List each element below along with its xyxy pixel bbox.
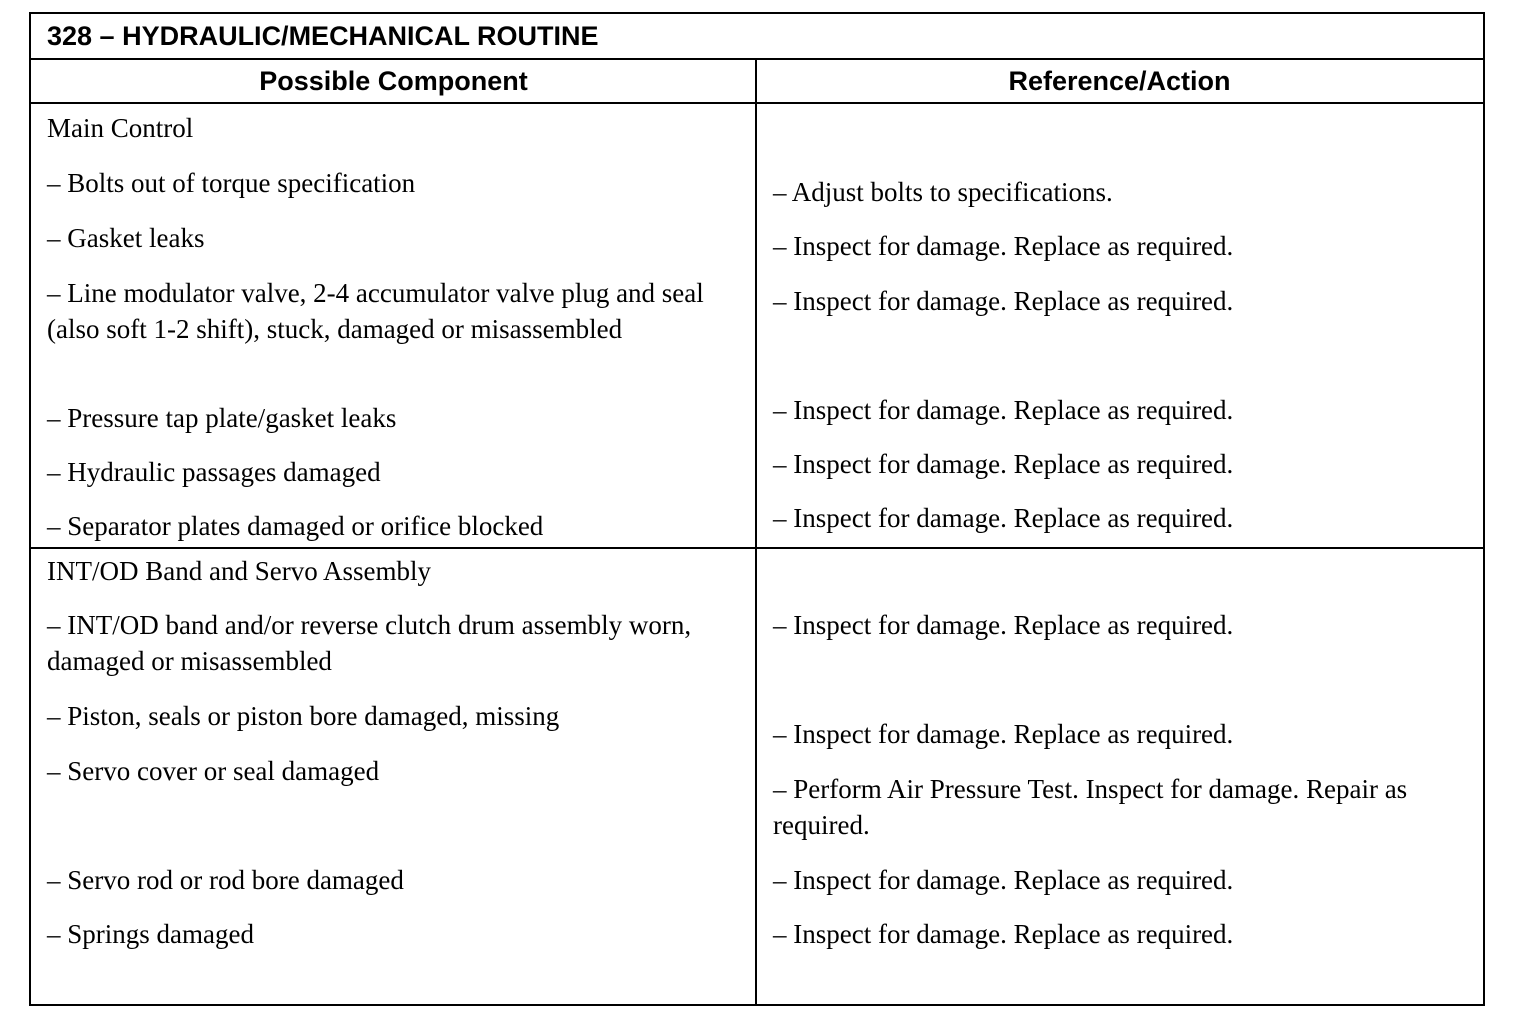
action-springs: – Inspect for damage. Replace as required.: [773, 919, 1234, 949]
section-heading-int-od-band: INT/OD Band and Servo Assembly: [47, 556, 431, 586]
action-servo-rod: – Inspect for damage. Replace as required.: [773, 865, 1234, 895]
action-separator-plates: – Inspect for damage. Replace as required.: [773, 503, 1234, 533]
section-heading-main-control: Main Control: [47, 113, 194, 143]
component-servo-cover: – Servo cover or seal damaged: [47, 756, 380, 786]
component-bolts: – Bolts out of torque specification: [47, 168, 416, 198]
section-divider: [31, 547, 1483, 549]
component-servo-rod: – Servo rod or rod bore damaged: [47, 865, 404, 895]
component-gasket: – Gasket leaks: [47, 223, 205, 253]
component-piston-seals: – Piston, seals or piston bore damaged, missing: [47, 701, 560, 731]
component-hydraulic-passages: – Hydraulic passages damaged: [47, 457, 381, 487]
action-int-od-band: – Inspect for damage. Replace as required.: [773, 610, 1234, 640]
column-divider: [755, 60, 757, 1006]
column-header-component: Possible Component: [31, 60, 756, 104]
action-line-modulator: – Inspect for damage. Replace as required.: [773, 286, 1234, 316]
action-hydraulic-passages: – Inspect for damage. Replace as required.: [773, 449, 1234, 479]
component-int-od-band: – INT/OD band and/or reverse clutch drum assembly worn, damaged or misassembled: [47, 610, 692, 676]
component-line-modulator: – Line modulator valve, 2-4 accumulator valve plug and seal (also soft 1-2 shift), stuck, damaged or misassembled: [47, 278, 704, 344]
routine-table: [29, 12, 1485, 1006]
action-servo-cover: – Perform Air Pressure Test. Inspect for damage. Repair as required.: [773, 774, 1408, 840]
table-title: 328 – HYDRAULIC/MECHANICAL ROUTINE: [31, 14, 1483, 60]
component-springs: – Springs damaged: [47, 919, 254, 949]
action-gasket: – Inspect for damage. Replace as required.: [773, 231, 1234, 261]
component-separator-plates: – Separator plates damaged or orifice blocked: [47, 511, 544, 541]
component-pressure-tap: – Pressure tap plate/gasket leaks: [47, 403, 397, 433]
column-header-action: Reference/Action: [756, 60, 1483, 104]
action-piston-seals: – Inspect for damage. Replace as required.: [773, 719, 1234, 749]
action-bolts: – Adjust bolts to specifications.: [773, 177, 1113, 207]
action-pressure-tap: – Inspect for damage. Replace as required.: [773, 395, 1234, 425]
